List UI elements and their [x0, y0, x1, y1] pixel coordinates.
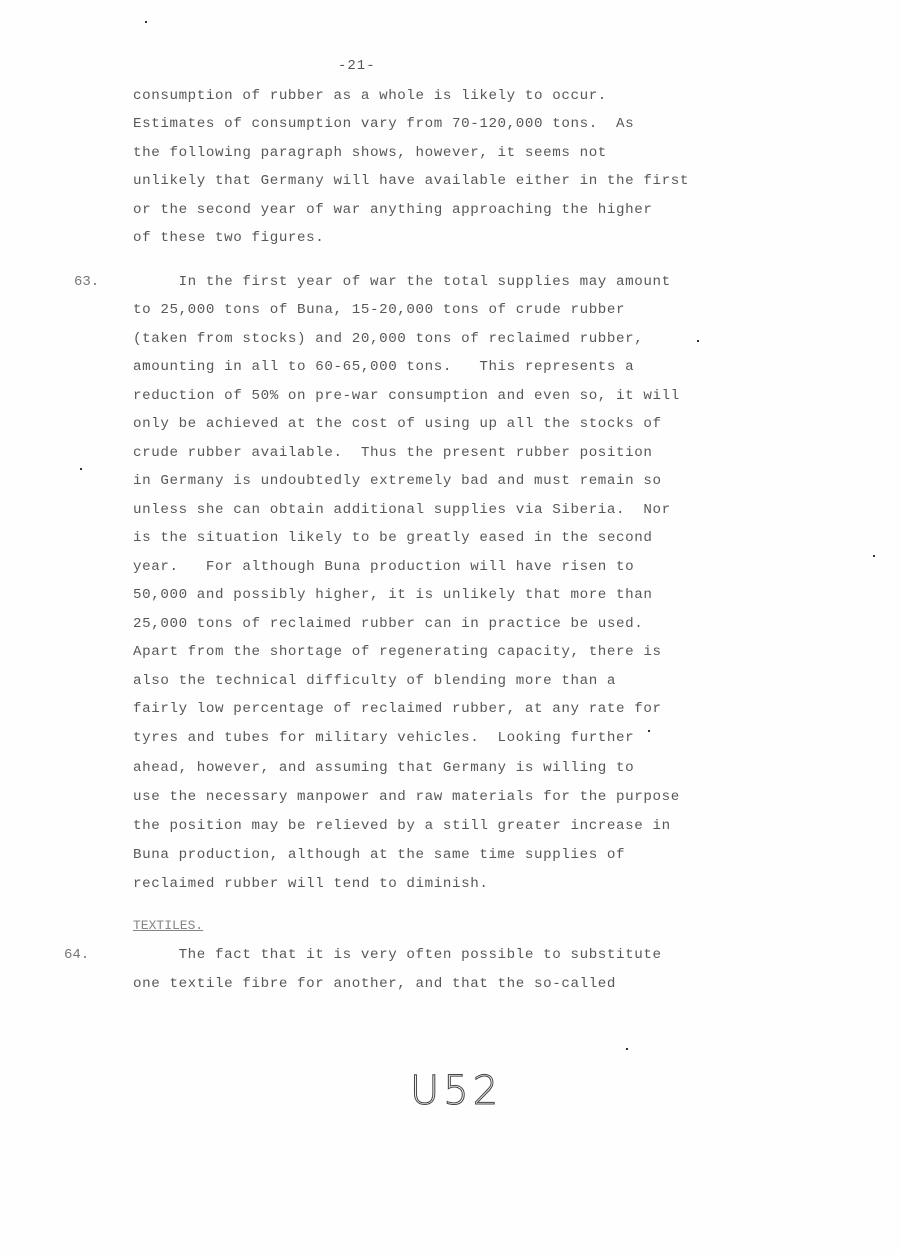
scan-speck [873, 555, 875, 557]
text-line: only be achieved at the cost of using up all the stocks of [133, 416, 662, 432]
text-line: year. For although Buna production will have risen to [133, 559, 635, 575]
scan-speck [697, 340, 699, 342]
text-line: use the necessary manpower and raw materials for the purpose [133, 789, 680, 805]
text-line: Estimates of consumption vary from 70-120,000 tons. As [133, 116, 635, 132]
text-line: crude rubber available. Thus the present rubber position [133, 445, 653, 461]
section-heading: TEXTILES. [133, 918, 204, 933]
scan-speck [648, 730, 650, 732]
paragraph-number-63: 63. [74, 274, 100, 290]
text-line: in Germany is undoubtedly extremely bad and must remain so [133, 473, 662, 489]
text-line: reclaimed rubber will tend to diminish. [133, 876, 489, 892]
text-line: amounting in all to 60-65,000 tons. This represents a [133, 359, 635, 375]
text-line: In the first year of war the total supplies may amount [133, 274, 671, 290]
text-line: Apart from the shortage of regenerating capacity, there is [133, 644, 662, 660]
text-line: unless she can obtain additional supplies via Siberia. Nor [133, 502, 671, 518]
scan-speck [80, 468, 82, 470]
scan-speck [626, 1048, 628, 1050]
scan-speck [145, 21, 147, 23]
text-line: The fact that it is very often possible to substitute [133, 947, 662, 963]
text-line: to 25,000 tons of Buna, 15-20,000 tons of crude rubber [133, 302, 626, 318]
handwritten-annotation: U52 [410, 1068, 503, 1114]
text-line: of these two figures. [133, 230, 325, 246]
text-line: unlikely that Germany will have available either in the first [133, 173, 689, 189]
page-number: -21- [338, 58, 376, 74]
paragraph-number-64: 64. [64, 947, 90, 963]
text-line: is the situation likely to be greatly eased in the second [133, 530, 653, 546]
text-line: fairly low percentage of reclaimed rubber, at any rate for [133, 701, 662, 717]
text-line: reduction of 50% on pre-war consumption and even so, it will [133, 388, 680, 404]
text-line: the position may be relieved by a still greater increase in [133, 818, 671, 834]
text-line: ahead, however, and assuming that Germany is willing to [133, 760, 635, 776]
text-line: consumption of rubber as a whole is likely to occur. [133, 88, 607, 104]
text-line: tyres and tubes for military vehicles. Looking further [133, 730, 635, 746]
text-line: the following paragraph shows, however, it seems not [133, 145, 607, 161]
text-line: 50,000 and possibly higher, it is unlikely that more than [133, 587, 653, 603]
text-line: also the technical difficulty of blending more than a [133, 673, 617, 689]
text-line: or the second year of war anything approaching the higher [133, 202, 653, 218]
text-line: one textile fibre for another, and that the so-called [133, 976, 617, 992]
text-line: (taken from stocks) and 20,000 tons of reclaimed rubber, [133, 331, 644, 347]
text-line: Buna production, although at the same time supplies of [133, 847, 626, 863]
text-line: 25,000 tons of reclaimed rubber can in practice be used. [133, 616, 644, 632]
